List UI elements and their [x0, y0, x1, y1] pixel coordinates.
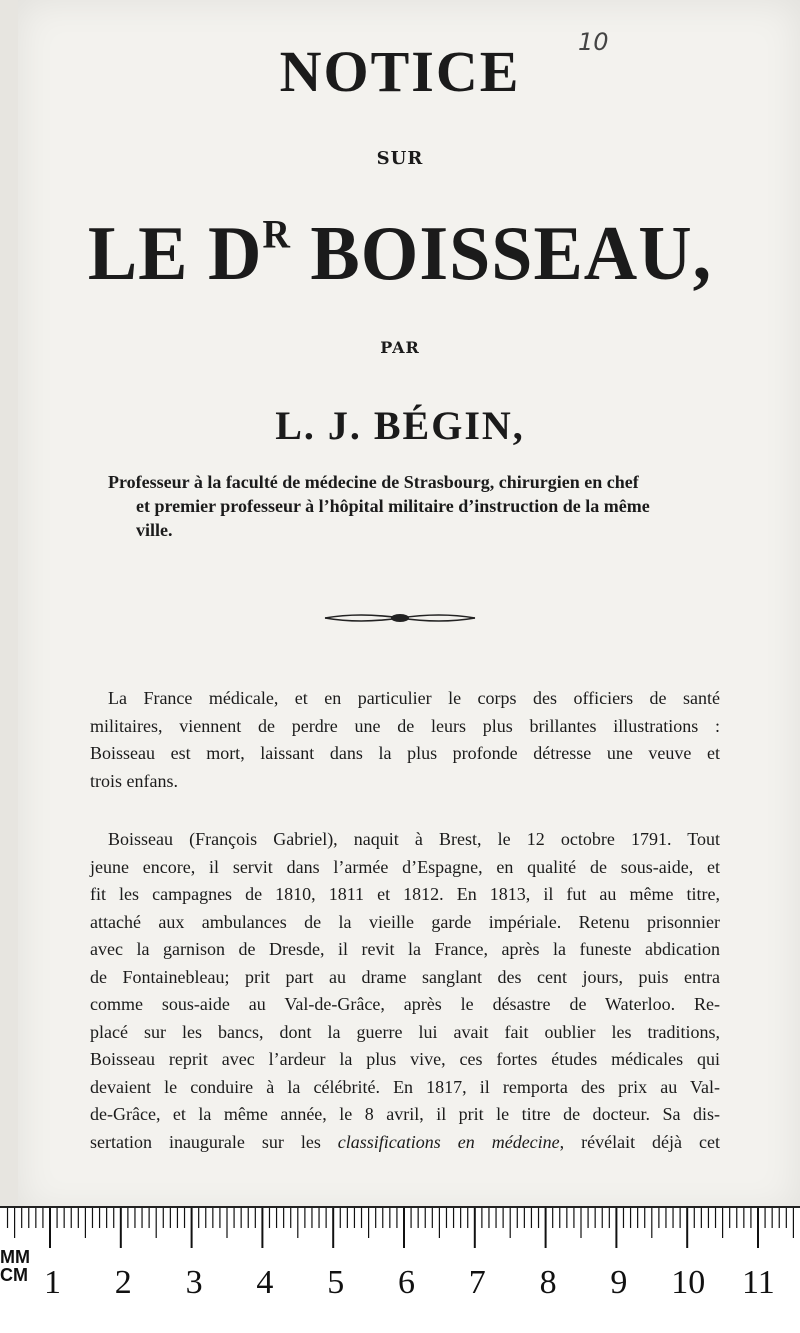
- affiliation-line: ville.: [136, 520, 173, 540]
- ruler-number: 2: [114, 1264, 132, 1301]
- affiliation-line: Professeur à la faculté de médecine de Strasbourg, chirurgien en chef: [108, 472, 639, 492]
- ruler-ticks: [0, 1208, 800, 1268]
- ruler-number: 8: [539, 1264, 557, 1301]
- ruler-number: 3: [185, 1264, 203, 1301]
- text-line: Boisseau (François Gabriel), naquit à Brest, le 12 octobre 1791. Tout: [108, 829, 720, 849]
- ruler-number: 10: [671, 1264, 706, 1301]
- title-name-prefix: LE D: [87, 210, 263, 298]
- title-notice: NOTICE: [279, 39, 521, 104]
- text-line: avec la garnison de Dresde, il revit la France, après la funeste abdication: [90, 939, 720, 959]
- text-line: de-Grâce, et la même année, le 8 avril, il prit le titre de docteur. Sa dis-: [90, 1104, 720, 1124]
- author-affiliation: [108, 470, 708, 542]
- text-line: militaires, viennent de perdre une de leurs plus brillantes illustrations :: [90, 715, 720, 736]
- text-line: trois enfans.: [90, 770, 178, 791]
- handwritten-page-number: 10: [578, 28, 609, 56]
- title-subject-name: [0, 210, 800, 299]
- ruler-number: 11: [742, 1264, 775, 1301]
- text-line: comme sous-aide au Val-de-Grâce, après le désastre de Waterloo. Re-: [90, 994, 720, 1014]
- title-name-superscript: R: [262, 213, 291, 258]
- text-segment: sertation inaugurale sur les: [90, 1131, 338, 1152]
- ruler-number: 4: [256, 1264, 274, 1301]
- text-line: jeune encore, il servit dans l’armée d’Espagne, en qualité de sous-aide, et: [90, 856, 720, 877]
- ruler-number: 6: [398, 1264, 415, 1301]
- text-line: La France médicale, et en particulier le corps des officiers de santé: [108, 688, 720, 708]
- text-line: fit les campagnes de 1810, 1811 et 1812. En 1813, il fut au même titre,: [90, 884, 720, 904]
- text-line: Boisseau est mort, laissant dans la plus profonde détresse une veuve et: [90, 743, 720, 763]
- text-segment: , révélait déjà cet: [559, 1131, 720, 1152]
- ornamental-divider: [320, 608, 480, 628]
- title-name-rest: BOISSEAU,: [290, 210, 713, 298]
- title-par: PAR: [380, 338, 420, 357]
- text-line: Boisseau reprit avec l’ardeur la plus vive, ces fortes études médicales qui: [90, 1049, 720, 1069]
- title-sur: SUR: [376, 148, 424, 169]
- ruler-number: 1: [44, 1264, 61, 1301]
- ruler-number: 9: [610, 1264, 628, 1301]
- text-line: placé sur les bancs, dont la guerre lui avait fait oublier les traditions,: [90, 1021, 720, 1042]
- paragraph-1: [90, 685, 720, 795]
- title-author: L. J. BÉGIN,: [275, 403, 525, 448]
- ruler-label-mm: MM: [0, 1247, 30, 1267]
- paragraph-2: [90, 826, 720, 1156]
- text-line: devaient le conduire à la célébrité. En 1817, il remporta des prix au Val-: [90, 1076, 720, 1097]
- ruler-number: 5: [327, 1264, 345, 1301]
- affiliation-line: et premier professeur à l’hôpital militaire d’instruction de la même: [136, 496, 650, 516]
- italic-title: classifications en médecine: [337, 1131, 560, 1152]
- text-line: de Fontainebleau; prit part au drame sanglant des cent jours, puis entra: [90, 966, 720, 987]
- ruler-label-cm: CM: [0, 1265, 28, 1285]
- text-line: attaché aux ambulances de la vieille garde impériale. Retenu prisonnier: [90, 911, 720, 932]
- ruler-number: 7: [468, 1264, 486, 1301]
- text-line: [90, 1129, 720, 1157]
- measurement-ruler: [0, 1206, 800, 1333]
